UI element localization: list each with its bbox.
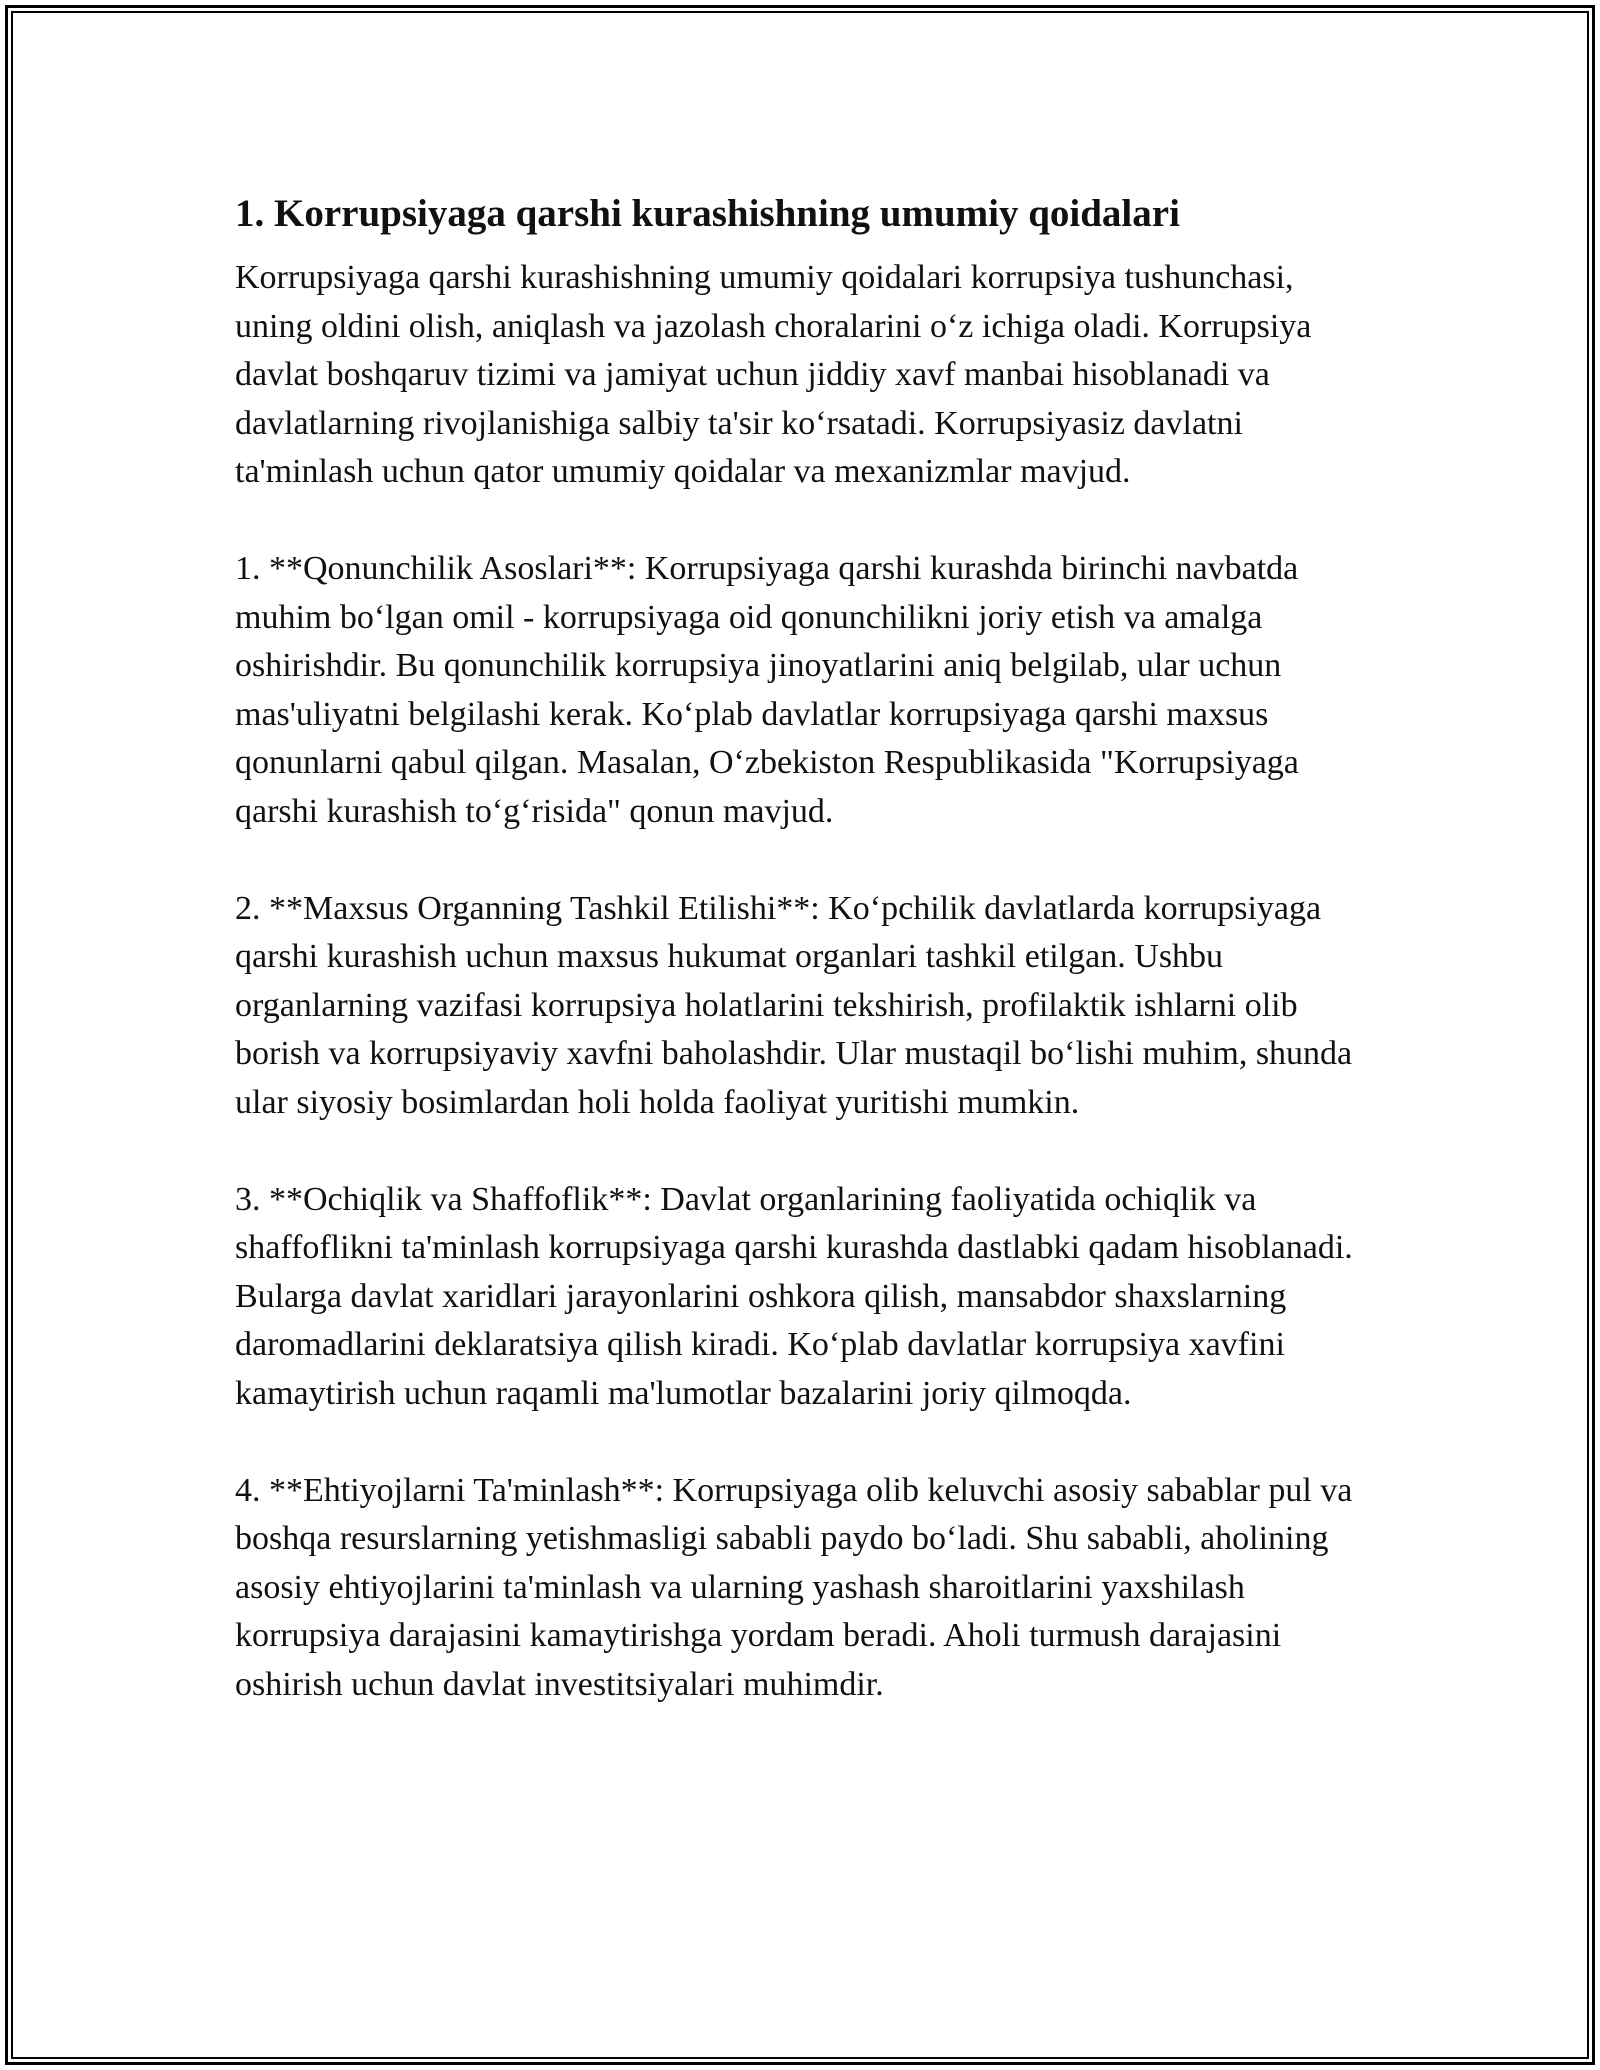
paragraph-needs: 4. **Ehtiyojlarni Ta'minlash**: Korrupsiyaga olib keluvchi asosiy sabablar pul va boshqa resurslarning yetishmasligi sababli paydo boʻladi. Shu sababli, aholining asosiy ehtiyojlarini ta'minlash va ularning yashash sharoitlarini yaxshilash korrupsiya darajasini kamaytirishga yordam beradi. Aholi turmush darajasini oshirish uchun davlat investitsiyalari muhimdir.: [235, 1471, 1353, 1703]
paragraph-transparency: 3. **Ochiqlik va Shaffoflik**: Davlat organlarining faoliyatida ochiqlik va shaffoflikni ta'minlash korrupsiyaga qarshi kurashda dastlabki qadam hisoblanadi. Bularga davlat xaridlari jarayonlarini oshkora qilish, mansabdor shaxslarning daromadlarini deklaratsiya qilish kiradi. Koʻplab davlatlar korrupsiya xavfini kamaytirish uchun raqamli ma'lumotlar bazalarini joriy qilmoqda.: [235, 1180, 1353, 1412]
intro-paragraph: Korrupsiyaga qarshi kurashishning umumiy qoidalari korrupsiya tushunchasi, uning oldini olish, aniqlash va jazolash choralarini oʻz ichiga oladi. Korrupsiya davlat boshqaruv tizimi va jamiyat uchun jiddiy xavf manbai hisoblanadi va davlatlarning rivojlanishiga salbiy ta'sir koʻrsatadi. Korrupsiyasiz davlatni ta'minlash uchun qator umumiy qoidalar va mexanizmlar mavjud.: [235, 259, 1312, 490]
document-page: [235, 188, 1375, 1709]
paragraph-special-agency: 2. **Maxsus Organning Tashkil Etilishi**: Koʻpchilik davlatlarda korrupsiyaga qarshi kurashish uchun maxsus hukumat organlari tashkil etilgan. Ushbu organlarning vazifasi korrupsiya holatlarini tekshirish, profilaktik ishlarni olib borish va korrupsiyaviy xavfni baholashdir. Ular mustaqil boʻlishi muhim, shunda ular siyosiy bosimlardan holi holda faoliyat yuritishi mumkin.: [235, 889, 1353, 1121]
page-title: 1. Korrupsiyaga qarshi kurashishning umumiy qoidalari: [235, 192, 1180, 235]
paragraph-legislation: 1. **Qonunchilik Asoslari**: Korrupsiyaga qarshi kurashda birinchi navbatda muhim boʻlgan omil - korrupsiyaga oid qonunchilikni joriy etish va amalga oshirishdir. Bu qonunchilik korrupsiya jinoyatlarini aniq belgilab, ular uchun mas'uliyatni belgilashi kerak. Koʻplab davlatlar korrupsiyaga qarshi maxsus qonunlarni qabul qilgan. Masalan, Oʻzbekiston Respublikasida "Korrupsiyaga qarshi kurashish toʻgʻrisida" qonun mavjud.: [235, 550, 1299, 830]
